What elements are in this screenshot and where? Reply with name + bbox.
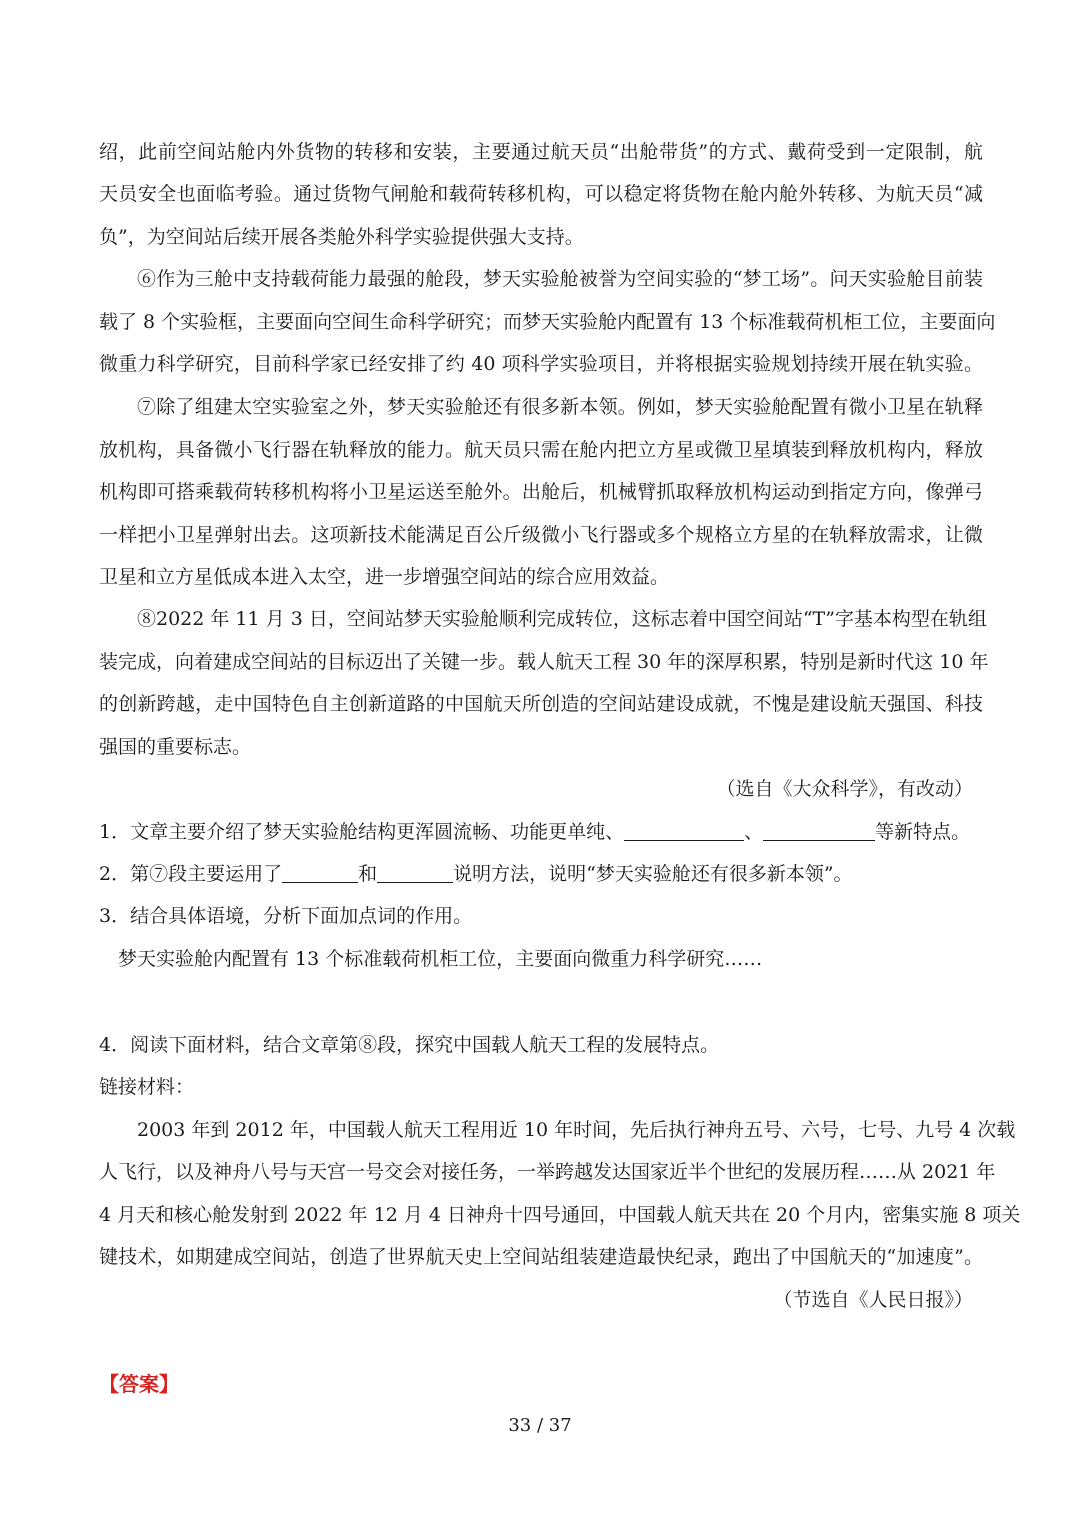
question-1: 1．文章主要介绍了梦天实验舱结构更浑圆流畅、功能更单纯、 、 等新特点。: [99, 821, 971, 843]
text-line: 键技术，如期建成空间站，创造了世界航天史上空间站组装建造最快纪录，跑出了中国航天的“加速度”。: [99, 1246, 983, 1268]
text-line: 放机构，具备微小飞行器在轨释放的能力。航天员只需在舱内把立方星或微卫星填装到释放机构内，释放: [99, 439, 983, 461]
answer-blank[interactable]: [282, 864, 358, 883]
question-3-quote: 梦天实验舱内配置有 13 个标准载荷机柜工位，主要面向微重力科学研究……: [118, 948, 763, 970]
text-line: 强国的重要标志。: [99, 736, 252, 758]
text-line: 卫星和立方星低成本进入太空，进一步增强空间站的综合应用效益。: [99, 566, 670, 588]
text-line: 装完成，向着建成空间站的目标迈出了关键一步。载人航天工程 30 年的深厚积累，特别是新时代这 10 年: [99, 651, 989, 673]
source-citation: （选自《大众科学》，有改动）: [716, 778, 973, 800]
text-line: 的创新跨越，走中国特色自主创新道路的中国航天所创造的空间站建设成就，不愧是建设航天强国、科技: [99, 693, 983, 715]
answer-blank[interactable]: [763, 822, 875, 841]
question-2: 2．第⑦段主要运用了 和 说明方法，说明“梦天实验舱还有很多新本领”。: [99, 863, 853, 885]
text-line: ⑦除了组建太空实验室之外，梦天实验舱还有很多新本领。例如，梦天实验舱配置有微小卫星在轨释: [137, 396, 983, 418]
text-line: 2003 年到 2012 年，中国载人航天工程用近 10 年时间，先后执行神舟五号、六号，七号、九号 4 次载: [137, 1119, 1016, 1141]
question-4: 4．阅读下面材料，结合文章第⑧段，探究中国载人航天工程的发展特点。: [99, 1034, 720, 1056]
text-line: 绍，此前空间站舱内外货物的转移和安装，主要通过航天员“出舱带货”的方式、戴荷受到一定限制，航: [99, 141, 983, 163]
link-source-citation: （节选自《人民日报》）: [773, 1289, 973, 1311]
text-line: ⑧2022 年 11 月 3 日，空间站梦天实验舱顺利完成转位，这标志着中国空间站“T”字基本构型在轨组: [137, 608, 987, 630]
page-number: 33 / 37: [508, 1415, 572, 1436]
text-line: 人飞行，以及神舟八号与天宫一号交会对接任务，一举跨越发达国家近半个世纪的发展历程……从 2021 年: [99, 1161, 996, 1183]
link-material-label: 链接材料：: [99, 1076, 195, 1098]
text-line: 负”，为空间站后续开展各类舱外科学实验提供强大支持。: [99, 226, 584, 248]
question-3: 3．结合具体语境，分析下面加点词的作用。: [99, 905, 473, 927]
text-line: 机构即可搭乘载荷转移机构将小卫星运送至舱外。出舱后，机械臂抓取释放机构运动到指定方向，像弹弓: [99, 481, 983, 503]
text-line: 天员安全也面临考验。通过货物气闸舱和载荷转移机构，可以稳定将货物在舱内舱外转移、为航天员“减: [99, 183, 983, 205]
answer-heading: 【答案】: [99, 1372, 179, 1396]
text-line: 载了 8 个实验框，主要面向空间生命科学研究；而梦天实验舱内配置有 13 个标准载荷机柜工位，主要面向: [99, 311, 996, 333]
answer-blank[interactable]: [377, 864, 453, 883]
text-line: 微重力科学研究，目前科学家已经安排了约 40 项科学实验项目，并将根据实验规划持续开展在轨实验。: [99, 353, 983, 375]
text-line: ⑥作为三舱中支持载荷能力最强的舱段，梦天实验舱被誉为空间实验的“梦工场”。问天实验舱目前装: [137, 268, 983, 290]
answer-blank[interactable]: [624, 822, 744, 841]
text-line: 一样把小卫星弹射出去。这项新技术能满足百公斤级微小飞行器或多个规格立方星的在轨释放需求，让微: [99, 524, 983, 546]
text-line: 4 月天和核心舱发射到 2022 年 12 月 4 日神舟十四号通回，中国载人航天共在 20 个月内，密集实施 8 项关: [99, 1204, 1021, 1226]
